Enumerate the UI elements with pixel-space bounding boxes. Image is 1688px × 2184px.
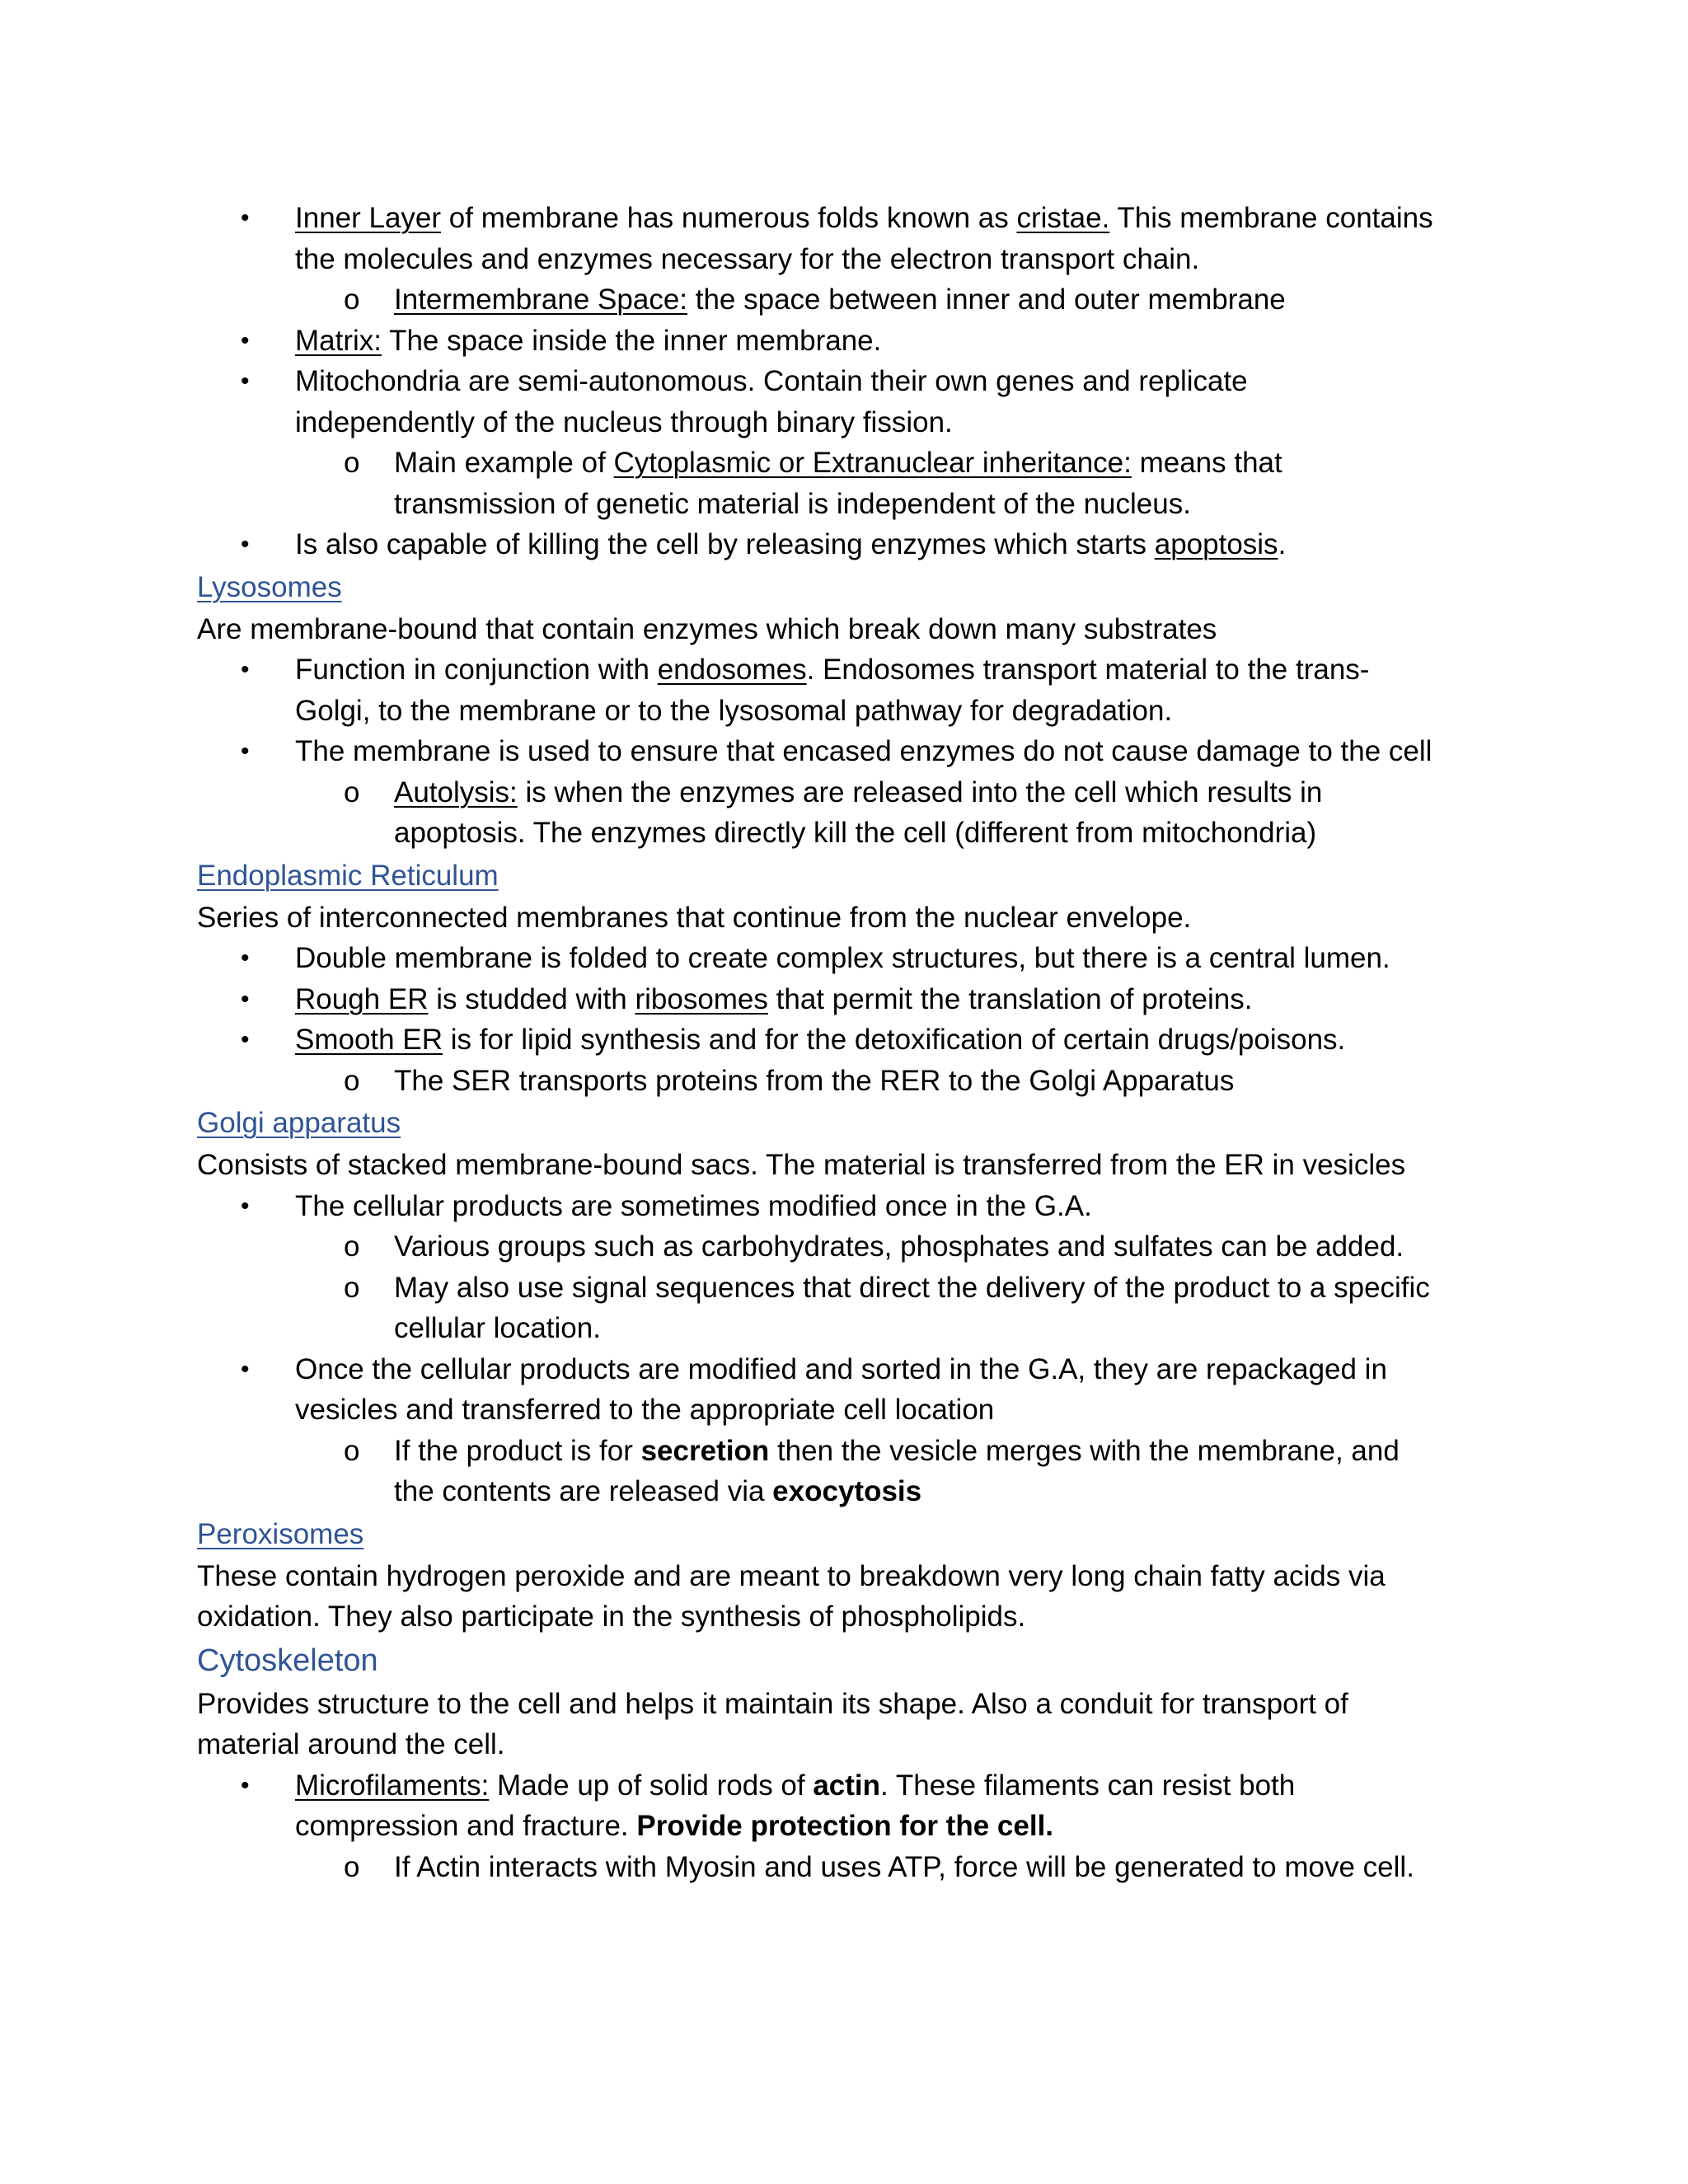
bullet-marker: • bbox=[241, 326, 250, 354]
sub-list-item-continuation: apoptosis. The enzymes directly kill the cell (different from mitochondria) bbox=[394, 817, 1317, 849]
bold-term: exocytosis bbox=[772, 1475, 922, 1507]
sub-bullet-marker: o bbox=[344, 447, 360, 479]
text: means that bbox=[1131, 447, 1282, 479]
sub-list-item bbox=[197, 772, 1499, 813]
list-item bbox=[197, 1186, 1499, 1227]
sub-list-item bbox=[197, 1268, 1499, 1309]
sub-list-item bbox=[197, 1431, 1499, 1472]
sub-list-item-continuation bbox=[197, 1471, 1499, 1512]
list-item bbox=[197, 1765, 1499, 1807]
bullet-marker: • bbox=[241, 656, 250, 683]
list-item-continuation: independently of the nucleus through binary fission. bbox=[295, 405, 953, 438]
text: compression and fracture. bbox=[295, 1810, 637, 1842]
term: Autolysis: bbox=[394, 776, 518, 808]
bullet-marker: • bbox=[241, 1192, 250, 1220]
term: endosomes bbox=[657, 654, 807, 686]
bullet-marker: • bbox=[241, 1771, 250, 1799]
text: . bbox=[1278, 528, 1287, 560]
bullet-marker: • bbox=[241, 204, 250, 232]
section-intro: Consists of stacked membrane-bound sacs. The material is transferred from the ER in vesicles bbox=[197, 1149, 1406, 1181]
list-item bbox=[197, 1349, 1499, 1390]
text: is studded with bbox=[428, 982, 635, 1015]
list-item bbox=[197, 198, 1499, 239]
text: Once the cellular products are modified and sorted in the G.A, they are repackaged in bbox=[295, 1352, 1387, 1385]
bullet-marker: • bbox=[241, 985, 250, 1013]
sub-bullet-marker: o bbox=[344, 284, 360, 316]
sub-bullet-marker: o bbox=[344, 1434, 360, 1467]
list-item-continuation: Golgi, to the membrane or to the lysosomal pathway for degradation. bbox=[295, 694, 1173, 727]
text: The cellular products are sometimes modified once in the G.A. bbox=[295, 1189, 1092, 1222]
term: Microfilaments: bbox=[295, 1769, 490, 1802]
bold-term: secretion bbox=[640, 1434, 770, 1467]
sub-list-item bbox=[197, 1061, 1499, 1102]
term: Matrix: bbox=[295, 324, 382, 357]
sub-list-item-continuation: cellular location. bbox=[394, 1312, 601, 1344]
bullet-marker: • bbox=[241, 531, 250, 558]
sub-list-item-continuation: transmission of genetic material is independent of the nucleus. bbox=[394, 487, 1191, 520]
paragraph-line: These contain hydrogen peroxide and are meant to breakdown very long chain fatty acids via bbox=[197, 1559, 1386, 1592]
text: Double membrane is folded to create complex structures, but there is a central lumen. bbox=[295, 942, 1390, 974]
term: apoptosis bbox=[1154, 528, 1278, 560]
paragraph-line: oxidation. They also participate in the synthesis of phospholipids. bbox=[197, 1601, 1026, 1633]
bold-term: actin bbox=[813, 1769, 881, 1802]
section-intro: Are membrane-bound that contain enzymes which break down many substrates bbox=[197, 612, 1217, 645]
bullet-marker: • bbox=[241, 944, 250, 972]
section-heading-cytoskeleton: Cytoskeleton bbox=[197, 1643, 378, 1678]
list-item-continuation: vesicles and transferred to the appropriate cell location bbox=[295, 1394, 995, 1426]
text: then the vesicle merges with the membrane, and bbox=[769, 1434, 1400, 1467]
term: Inner Layer bbox=[295, 202, 442, 234]
section-heading-golgi: Golgi apparatus bbox=[197, 1107, 401, 1139]
term: cristae. bbox=[1016, 202, 1110, 234]
sub-list-item bbox=[197, 443, 1499, 484]
term: ribosomes bbox=[635, 982, 768, 1015]
text: is when the enzymes are released into the cell which results in bbox=[517, 776, 1323, 808]
text: If Actin interacts with Myosin and uses ATP, force will be generated to move cell. bbox=[394, 1850, 1414, 1883]
section-heading-peroxisomes: Peroxisomes bbox=[197, 1517, 364, 1550]
section-intro: Series of interconnected membranes that continue from the nuclear envelope. bbox=[197, 901, 1192, 934]
document-body bbox=[197, 198, 1499, 1887]
text: Various groups such as carbohydrates, phosphates and sulfates can be added. bbox=[394, 1230, 1404, 1263]
list-item-continuation: the molecules and enzymes necessary for the electron transport chain. bbox=[295, 242, 1200, 275]
text: If the product is for bbox=[394, 1434, 641, 1467]
list-item bbox=[197, 938, 1499, 979]
text: The membrane is used to ensure that encased enzymes do not cause damage to the cell bbox=[295, 735, 1432, 767]
paragraph-line: material around the cell. bbox=[197, 1728, 505, 1760]
list-item bbox=[197, 321, 1499, 362]
sub-bullet-marker: o bbox=[344, 776, 360, 808]
text: Function in conjunction with bbox=[295, 654, 658, 686]
text: the contents are released via bbox=[394, 1475, 773, 1507]
bullet-marker: • bbox=[241, 1355, 250, 1383]
text: Is also capable of killing the cell by releasing enzymes which starts bbox=[295, 528, 1155, 560]
text: The space inside the inner membrane. bbox=[382, 324, 882, 357]
list-item bbox=[197, 524, 1499, 565]
term: Intermembrane Space: bbox=[394, 284, 688, 316]
sub-bullet-marker: o bbox=[344, 1850, 360, 1883]
list-item bbox=[197, 979, 1499, 1020]
sub-bullet-marker: o bbox=[344, 1064, 360, 1097]
list-item-continuation bbox=[197, 1806, 1499, 1847]
text: This membrane contains bbox=[1109, 202, 1433, 234]
list-item bbox=[197, 731, 1499, 772]
text: Made up of solid rods of bbox=[489, 1769, 814, 1802]
bullet-marker: • bbox=[241, 368, 250, 395]
sub-list-item bbox=[197, 1226, 1499, 1268]
list-item bbox=[197, 649, 1499, 691]
text: the space between inner and outer membrane bbox=[687, 284, 1286, 316]
sub-list-item bbox=[197, 1847, 1499, 1888]
bold-term: Provide protection for the cell. bbox=[636, 1810, 1054, 1842]
sub-bullet-marker: o bbox=[344, 1230, 360, 1263]
text: . Endosomes transport material to the trans- bbox=[806, 654, 1370, 686]
term: Cytoplasmic or Extranuclear inheritance: bbox=[613, 447, 1132, 479]
text: is for lipid synthesis and for the detoxification of certain drugs/poisons. bbox=[442, 1024, 1346, 1056]
list-item bbox=[197, 1019, 1499, 1061]
bullet-marker: • bbox=[241, 1026, 250, 1053]
section-heading-er: Endoplasmic Reticulum bbox=[197, 859, 499, 892]
list-item bbox=[197, 361, 1499, 402]
paragraph-line: Provides structure to the cell and helps it maintain its shape. Also a conduit for transport of bbox=[197, 1687, 1348, 1720]
sub-bullet-marker: o bbox=[344, 1271, 360, 1304]
text: that permit the translation of proteins. bbox=[767, 982, 1253, 1015]
text: Main example of bbox=[394, 447, 614, 479]
text: of membrane has numerous folds known as bbox=[441, 202, 1017, 234]
bullet-marker: • bbox=[241, 738, 250, 765]
section-heading-lysosomes: Lysosomes bbox=[197, 570, 342, 603]
text: Mitochondria are semi-autonomous. Contain their own genes and replicate bbox=[295, 365, 1248, 397]
term: Rough ER bbox=[295, 982, 429, 1015]
text: May also use signal sequences that direct the delivery of the product to a specific bbox=[394, 1271, 1430, 1304]
term: Smooth ER bbox=[295, 1024, 443, 1056]
text: . These filaments can resist both bbox=[880, 1769, 1296, 1802]
sub-list-item bbox=[197, 279, 1499, 321]
text: The SER transports proteins from the RER to the Golgi Apparatus bbox=[394, 1064, 1235, 1097]
